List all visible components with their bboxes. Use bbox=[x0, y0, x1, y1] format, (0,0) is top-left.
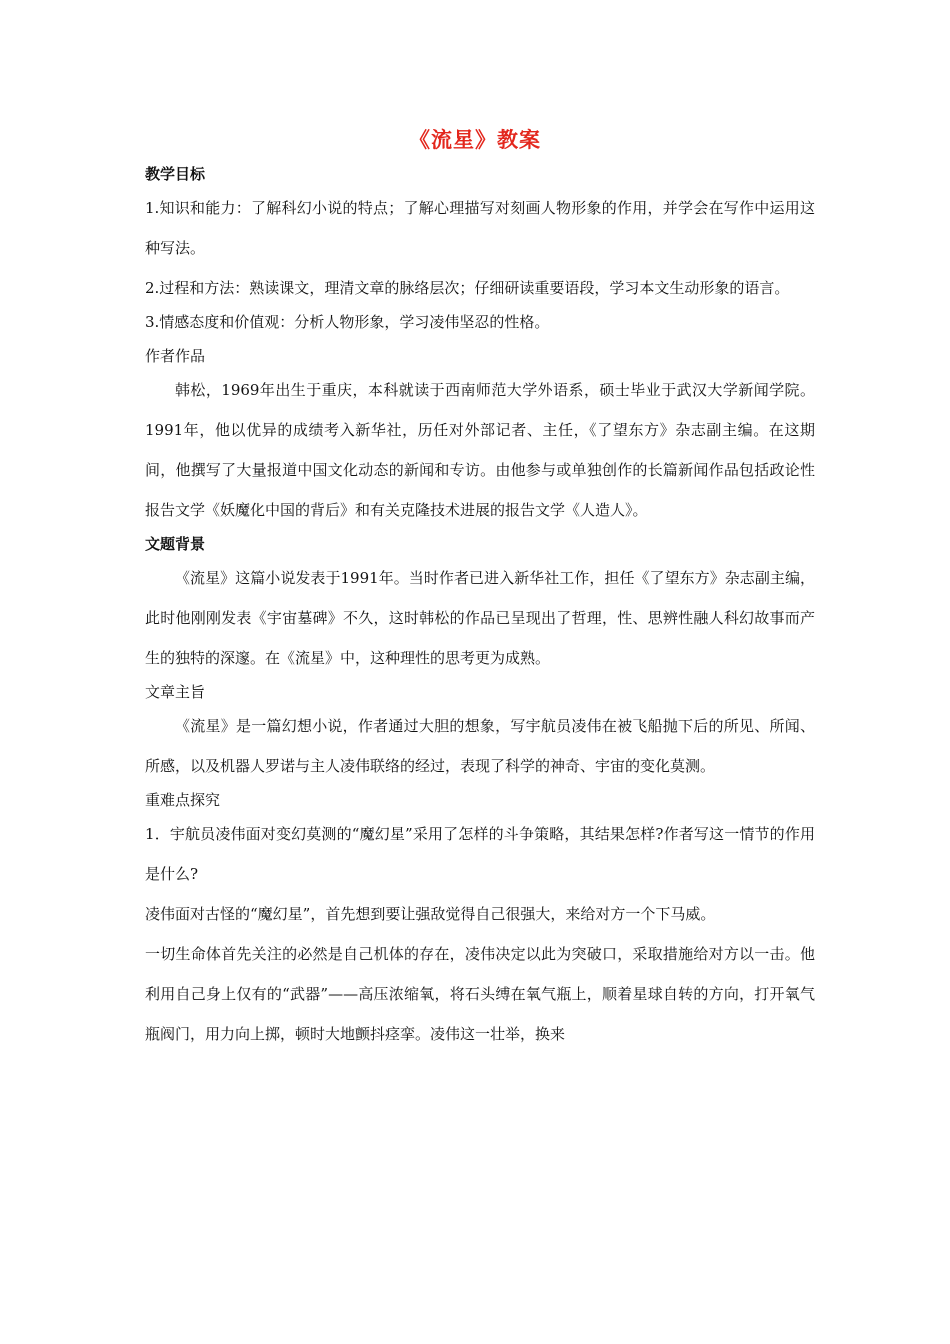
section-heading: 文题背景 bbox=[145, 535, 206, 553]
section-heading: 文章主旨 bbox=[145, 683, 206, 701]
document-body bbox=[145, 160, 815, 1054]
paragraph: 3.情感态度和价值观：分析人物形象，学习凌伟坚忍的性格。 bbox=[145, 313, 550, 331]
paragraph: 2.过程和方法：熟读课文，理清文章的脉络层次；仔细研读重要语段，学习本文生动形象的语言。 bbox=[145, 279, 790, 297]
paragraph: 1.知识和能力：了解科幻小说的特点；了解心理描写对刻画人物形象的作用，并学会在写作中运用这种写法。 bbox=[145, 199, 815, 257]
section-background bbox=[145, 530, 815, 678]
paragraph: 一切生命体首先关注的必然是自己机体的存在，凌伟决定以此为突破口，采取措施给对方以一击。他利用自己身上仅有的“武器”——高压浓缩氧，将石头缚在氧气瓶上，顺着星球自转的方向，打开氧气瓶阀门，用力向上掷，顿时大地颤抖痉挛。凌伟这一壮举，换来 bbox=[145, 945, 815, 1043]
paragraph: 《流星》是一篇幻想小说，作者通过大胆的想象，写宇航员凌伟在被飞船抛下后的所见、所闻、所感，以及机器人罗诺与主人凌伟联络的经过，表现了科学的神奇、宇宙的变化莫测。 bbox=[145, 717, 815, 775]
section-theme bbox=[145, 678, 815, 786]
section-objectives bbox=[145, 160, 815, 336]
paragraph: 凌伟面对古怪的“魔幻星”，首先想到要让强敌觉得自己很强大，来给对方一个下马威。 bbox=[145, 905, 716, 923]
section-key-points bbox=[145, 786, 815, 1054]
paragraph: 1．宇航员凌伟面对变幻莫测的“魔幻星”采用了怎样的斗争策略，其结果怎样?作者写这一情节的作用是什么? bbox=[145, 825, 815, 883]
section-heading: 作者作品 bbox=[145, 347, 206, 365]
section-heading: 教学目标 bbox=[145, 165, 206, 183]
paragraph: 韩松，1969年出生于重庆，本科就读于西南师范大学外语系，硕士毕业于武汉大学新闻学院。1991年，他以优异的成绩考入新华社，历任对外部记者、主任，《了望东方》杂志副主编。在这期间，他撰写了大量报道中国文化动态的新闻和专访。由他参与或单独创作的长篇新闻作品包括政论性报告文学《妖魔化中国的背后》和有关克隆技术进展的报告文学《人造人》。 bbox=[145, 381, 815, 519]
section-author bbox=[145, 342, 815, 530]
paragraph: 《流星》这篇小说发表于1991年。当时作者已进入新华社工作，担任《了望东方》杂志副主编，此时他刚刚发表《宇宙墓碑》不久，这时韩松的作品已呈现出了哲理，性、思辨性融人科幻故事而产生的独特的深邃。在《流星》中，这种理性的思考更为成熟。 bbox=[145, 569, 815, 667]
section-heading: 重难点探究 bbox=[145, 791, 221, 809]
document-title: 《流星》教案 bbox=[409, 128, 541, 152]
